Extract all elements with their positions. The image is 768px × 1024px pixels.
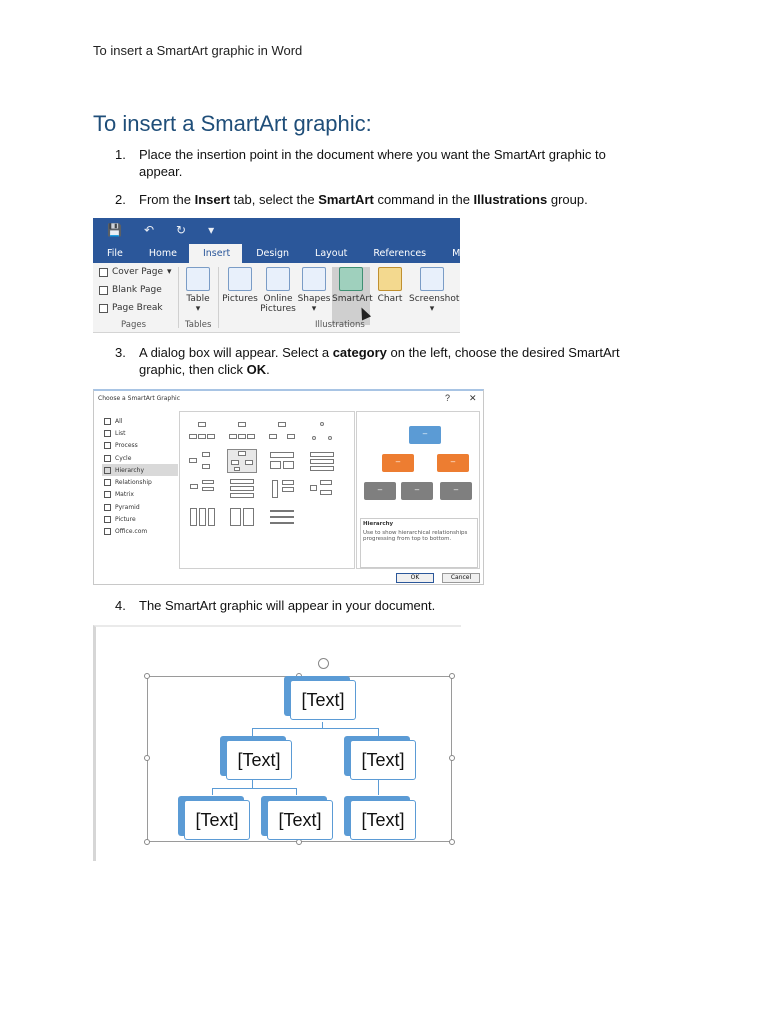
smartart-node-top[interactable] (284, 676, 356, 720)
node-text[interactable]: [Text] (290, 680, 356, 720)
node-text[interactable]: [Text] (350, 740, 416, 780)
layout-thumbnail[interactable] (268, 422, 296, 444)
undo-icon[interactable]: ↶ (143, 223, 155, 237)
layout-thumbnail[interactable] (268, 506, 296, 528)
category-item-all[interactable]: All (102, 415, 178, 427)
category-item-hierarchy[interactable]: Hierarchy (102, 464, 178, 476)
pictures-button[interactable]: Pictures (221, 267, 259, 304)
dialog-title: Choose a SmartArt Graphic (98, 395, 180, 402)
step-number: 1. (115, 147, 126, 162)
step-number: 2. (115, 192, 126, 207)
layout-thumbnail[interactable] (228, 478, 256, 500)
smartart-dialog-screenshot (93, 389, 484, 585)
tab-mailings[interactable]: Mailings (452, 248, 492, 259)
preview-name: Hierarchy (363, 521, 394, 527)
page-header: To insert a SmartArt graphic in Word (93, 43, 303, 58)
group-label-tables: Tables (185, 320, 212, 330)
redo-icon[interactable]: ↻ (176, 223, 187, 237)
smartart-node[interactable] (178, 796, 250, 840)
table-icon (186, 267, 210, 291)
smartart-node[interactable] (220, 736, 292, 780)
save-icon[interactable]: 💾 (107, 223, 122, 237)
blank-page-icon (99, 286, 108, 295)
preview-node: – (364, 482, 396, 500)
shapes-icon (302, 267, 326, 291)
group-label-pages: Pages (121, 320, 147, 330)
shapes-button[interactable]: Shapes ▾ (295, 267, 333, 314)
ribbon-tabs (93, 242, 492, 263)
tab-file[interactable]: File (107, 248, 123, 259)
category-item-picture[interactable]: Picture (102, 513, 178, 525)
node-text[interactable]: [Text] (350, 800, 416, 840)
preview-node: – (409, 426, 441, 444)
category-item-relationship[interactable]: Relationship (102, 476, 178, 488)
step-text: A dialog box will appear. Select a category on the left, choose the desired SmartArt graphic, then click OK. (139, 345, 620, 377)
globe-icon (104, 528, 111, 535)
section-title: To insert a SmartArt graphic: (93, 111, 372, 136)
smartart-node[interactable] (261, 796, 333, 840)
layout-thumbnail[interactable] (308, 422, 336, 444)
group-label-illustrations: Illustrations (315, 320, 365, 330)
pyramid-icon (104, 504, 111, 511)
step-text: Place the insertion point in the document where you want the SmartArt graphic to appear. (139, 147, 606, 179)
category-item-pyramid[interactable]: Pyramid (102, 501, 178, 513)
node-text[interactable]: [Text] (184, 800, 250, 840)
pictures-icon (228, 267, 252, 291)
category-item-list[interactable]: List (102, 427, 178, 439)
step-number: 3. (115, 345, 126, 360)
layout-gallery (179, 411, 355, 569)
table-button[interactable]: Table ▾ (179, 267, 217, 314)
layout-thumbnail-selected[interactable] (228, 450, 256, 472)
smartart-node[interactable] (344, 796, 416, 840)
tab-insert[interactable]: Insert (189, 244, 242, 263)
preview-pane (356, 411, 480, 569)
help-icon[interactable]: ? (445, 393, 451, 403)
category-item-process[interactable]: Process (102, 440, 178, 452)
preview-node: – (440, 482, 472, 500)
online-pictures-icon (266, 267, 290, 291)
category-item-cycle[interactable]: Cycle (102, 452, 178, 464)
preview-node: – (437, 454, 469, 472)
word-ribbon-screenshot (93, 218, 492, 333)
category-list (102, 415, 178, 538)
ribbon-body (93, 263, 460, 332)
page-break-icon (99, 304, 108, 313)
quick-access-toolbar (93, 218, 460, 242)
resize-handle[interactable] (449, 673, 455, 679)
blank-page-button[interactable]: Blank Page (99, 285, 162, 295)
layout-thumbnail[interactable] (188, 450, 216, 472)
all-icon (104, 418, 111, 425)
cancel-button[interactable]: Cancel (442, 573, 480, 583)
smartart-node[interactable] (344, 736, 416, 780)
tab-references[interactable]: References (373, 248, 427, 259)
chart-icon (378, 267, 402, 291)
node-text[interactable]: [Text] (226, 740, 292, 780)
relationship-icon (104, 479, 111, 486)
tab-layout[interactable]: Layout (315, 248, 348, 259)
tab-home[interactable]: Home (148, 248, 177, 259)
smartart-button[interactable]: SmartArt (332, 267, 370, 325)
layout-thumbnail[interactable] (308, 478, 336, 500)
step-number: 4. (115, 598, 126, 613)
page-break-button[interactable]: Page Break (99, 303, 163, 313)
node-text[interactable]: [Text] (267, 800, 333, 840)
preview-description (360, 518, 478, 568)
preview-node: – (401, 482, 433, 500)
chart-button[interactable]: Chart (371, 267, 409, 304)
online-pictures-button[interactable]: Online Pictures (259, 267, 297, 314)
cover-page-icon (99, 268, 108, 277)
layout-thumbnail[interactable] (188, 422, 216, 444)
close-icon[interactable]: ✕ (469, 393, 477, 403)
ok-button[interactable]: OK (396, 573, 434, 583)
cycle-icon (104, 455, 111, 462)
step-text: The SmartArt graphic will appear in your document. (139, 598, 436, 613)
layout-thumbnail[interactable] (188, 478, 216, 500)
layout-thumbnail[interactable] (228, 506, 256, 528)
layout-thumbnail[interactable] (268, 450, 296, 472)
matrix-icon (104, 491, 111, 498)
step-text: From the Insert tab, select the SmartArt command in the Illustrations group. (139, 192, 588, 207)
resize-handle[interactable] (449, 839, 455, 845)
resize-handle[interactable] (144, 755, 150, 761)
process-icon (104, 442, 111, 449)
cover-page-button[interactable]: Cover Page ▾ (99, 267, 172, 277)
category-item-office-com[interactable]: Office.com (102, 526, 178, 538)
rotate-handle-icon[interactable] (318, 658, 329, 669)
picture-icon (104, 516, 111, 523)
customize-icon[interactable]: ▾ (208, 223, 215, 237)
preview-description-text: Use to show hierarchical relationships progressing from top to bottom. (363, 530, 468, 542)
tab-design[interactable]: Design (256, 248, 290, 259)
smartart-icon (339, 267, 363, 291)
screenshot-button[interactable]: Screenshot ▾ (409, 267, 455, 314)
list-icon (104, 430, 111, 437)
category-item-matrix[interactable]: Matrix (102, 489, 178, 501)
resize-handle[interactable] (144, 839, 150, 845)
layout-thumbnail[interactable] (268, 478, 296, 500)
layout-thumbnail[interactable] (308, 450, 336, 472)
hierarchy-icon (104, 467, 111, 474)
screenshot-icon (420, 267, 444, 291)
preview-node: – (382, 454, 414, 472)
resize-handle[interactable] (144, 673, 150, 679)
layout-thumbnail[interactable] (188, 506, 216, 528)
resize-handle[interactable] (449, 755, 455, 761)
layout-thumbnail[interactable] (228, 422, 256, 444)
